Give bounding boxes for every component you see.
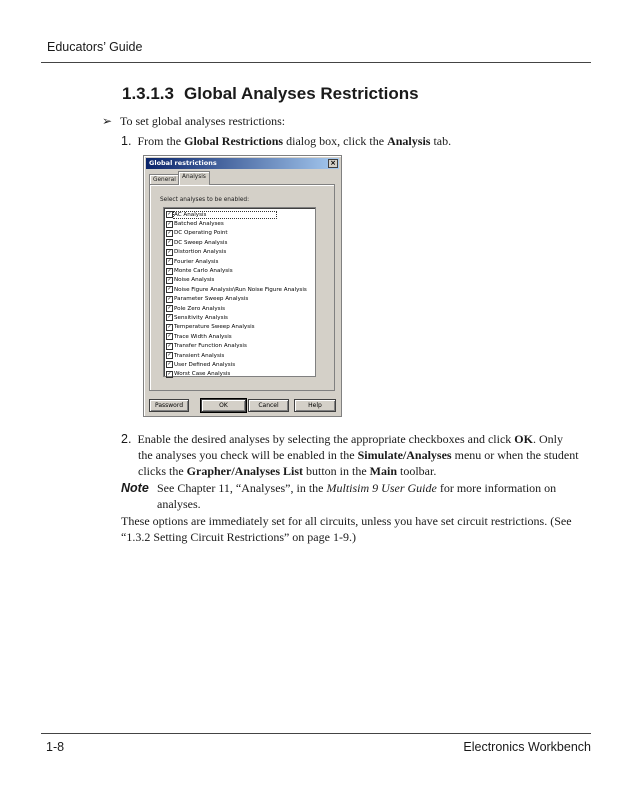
list-item-label: Monte Carlo Analysis: [174, 268, 233, 275]
list-item[interactable]: [164, 285, 315, 294]
note-text: for more information on: [436, 481, 557, 495]
list-item-label: Distortion Analysis: [174, 249, 227, 256]
page-number: 1-8: [46, 740, 65, 754]
checkbox-checked-icon[interactable]: ✓: [167, 220, 172, 227]
checkbox-checked-icon[interactable]: ✓: [167, 211, 172, 218]
list-item-label: Transient Analysis: [174, 352, 225, 359]
step-text: Enable the desired analyses by selecting the appropriate checkboxes and click: [137, 432, 515, 446]
list-item-label: Noise Figure Analysis\Run Noise Figure Analysis: [174, 286, 307, 293]
list-item[interactable]: [164, 323, 315, 332]
section-title: Global Analyses Restrictions: [184, 84, 419, 103]
list-item-label: Batched Analyses: [174, 221, 224, 228]
list-item[interactable]: [164, 332, 315, 341]
list-item[interactable]: [164, 238, 315, 247]
step-text: From the: [137, 134, 185, 148]
step-text: . Only: [532, 432, 563, 446]
checkbox-checked-icon[interactable]: ✓: [167, 286, 172, 293]
dialog-title: Global restrictions: [149, 159, 217, 167]
list-item-label: Temperature Sweep Analysis: [174, 324, 255, 331]
tab-analysis[interactable]: Analysis: [178, 171, 210, 185]
paragraph-line: These options are immediately set for all circuits, unless you have set circuit restrictions. (See: [121, 514, 572, 528]
paragraph-line: “1.3.2 Setting Circuit Restrictions” on page 1-9.): [121, 530, 356, 544]
running-header: Educators’ Guide: [47, 40, 143, 54]
list-item[interactable]: [164, 248, 315, 257]
list-item[interactable]: [164, 257, 315, 266]
section-heading: [122, 84, 419, 104]
list-item-label: Fourier Analysis: [174, 258, 219, 265]
list-item-label: User Defined Analysis: [174, 361, 236, 368]
help-button[interactable]: Help: [294, 399, 336, 412]
checkbox-checked-icon[interactable]: ✓: [167, 305, 172, 312]
checkbox-checked-icon[interactable]: ✓: [167, 267, 172, 274]
step-bold-term: Global Restrictions: [184, 134, 284, 148]
note-text: See Chapter 11, “Analyses”, in the: [157, 481, 327, 495]
note-label: Note: [121, 481, 149, 495]
checkbox-checked-icon[interactable]: ✓: [167, 276, 172, 283]
note-continuation: analyses.: [157, 497, 201, 511]
cancel-button[interactable]: Cancel: [248, 399, 289, 412]
bullet-text: To set global analyses restrictions:: [120, 114, 286, 128]
list-item[interactable]: [164, 304, 315, 313]
body-paragraph: [121, 513, 591, 545]
analyses-checklist[interactable]: [163, 207, 316, 377]
note-italic-title: Multisim 9 User Guide: [326, 481, 437, 495]
list-item[interactable]: [164, 229, 315, 238]
ok-button[interactable]: OK: [201, 399, 246, 412]
checkbox-checked-icon[interactable]: ✓: [167, 352, 172, 359]
step-text: tab.: [430, 134, 452, 148]
dialog-titlebar: [146, 158, 339, 169]
list-item[interactable]: [164, 313, 315, 322]
checkbox-checked-icon[interactable]: ✓: [167, 342, 172, 349]
step-2: [121, 431, 586, 479]
step-continuation: [121, 447, 586, 463]
list-item[interactable]: [164, 351, 315, 360]
step-text: clicks the: [138, 464, 187, 478]
step-text: menu or when the student: [451, 448, 579, 462]
footer-publisher: Electronics Workbench: [463, 740, 591, 754]
checkbox-checked-icon[interactable]: ✓: [167, 248, 172, 255]
list-item[interactable]: [164, 295, 315, 304]
step-bold-term: Grapher/Analyses List: [186, 464, 303, 478]
step-number: 1.: [121, 134, 132, 148]
step-1: [121, 134, 451, 149]
arrow-bullet-icon: ➢: [102, 114, 113, 128]
checkbox-checked-icon[interactable]: ✓: [167, 370, 172, 377]
select-analyses-label: Select analyses to be enabled:: [160, 197, 250, 203]
checkbox-checked-icon[interactable]: ✓: [167, 361, 172, 368]
list-item[interactable]: [164, 266, 315, 275]
list-item-label: AC Analysis: [174, 212, 276, 218]
list-item-label: DC Sweep Analysis: [174, 239, 228, 246]
step-bold-term: OK: [514, 432, 533, 446]
step-bold-term: Simulate/Analyses: [357, 448, 452, 462]
list-item[interactable]: [164, 210, 315, 219]
step-text: dialog box, click the: [283, 134, 388, 148]
footer-rule: [41, 733, 591, 734]
list-item[interactable]: [164, 341, 315, 350]
list-item[interactable]: [164, 370, 315, 379]
list-item[interactable]: [164, 276, 315, 285]
step-number: 2.: [121, 432, 132, 446]
list-item-label: Worst Case Analysis: [174, 371, 231, 378]
checkbox-checked-icon[interactable]: ✓: [167, 314, 172, 321]
global-restrictions-dialog: [143, 155, 342, 417]
checkbox-checked-icon[interactable]: ✓: [167, 333, 172, 340]
checkbox-checked-icon[interactable]: ✓: [167, 229, 172, 236]
list-item-label: Transfer Function Analysis: [174, 343, 247, 350]
list-item-label: Parameter Sweep Analysis: [174, 296, 249, 303]
list-item-label: DC Operating Point: [174, 230, 228, 237]
bullet-line: [102, 114, 285, 129]
close-icon[interactable]: ×: [328, 159, 338, 168]
list-item-label: Sensitivity Analysis: [174, 314, 228, 321]
step-continuation: [121, 463, 586, 479]
step-text: button in the: [303, 464, 370, 478]
checkbox-checked-icon[interactable]: ✓: [167, 258, 172, 265]
list-item[interactable]: [164, 219, 315, 228]
list-item-label: Trace Width Analysis: [174, 333, 232, 340]
step-bold-term: Main: [369, 464, 398, 478]
checkbox-checked-icon[interactable]: ✓: [167, 323, 172, 330]
section-number: 1.3.1.3: [122, 84, 174, 103]
step-bold-term: Analysis: [387, 134, 431, 148]
list-item-label: Pole Zero Analysis: [174, 305, 226, 312]
tab-general[interactable]: General: [149, 174, 180, 185]
step-text: toolbar.: [397, 464, 437, 478]
checkbox-checked-icon[interactable]: ✓: [167, 239, 172, 246]
list-item-label: Noise Analysis: [174, 277, 215, 284]
header-rule: [41, 62, 591, 63]
step-text: the analyses you check will be enabled in the: [138, 448, 358, 462]
password-button[interactable]: Password: [149, 399, 189, 412]
note-block: [121, 480, 586, 512]
checkbox-checked-icon[interactable]: ✓: [167, 295, 172, 302]
list-item[interactable]: [164, 360, 315, 369]
